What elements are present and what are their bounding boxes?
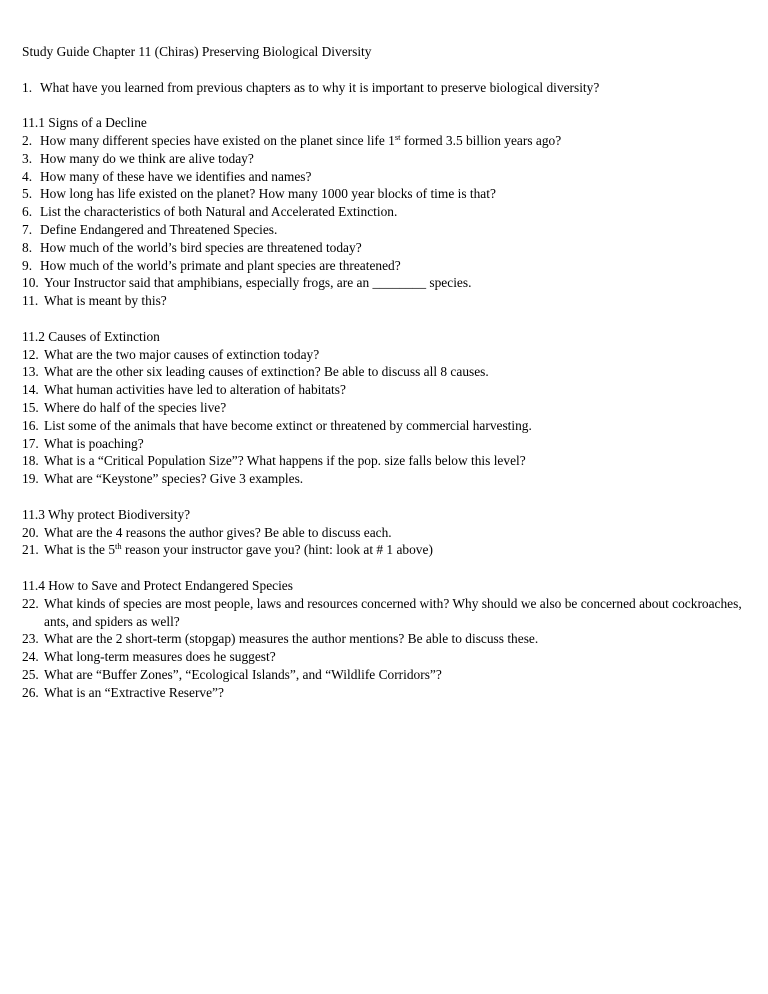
question-item: [22, 399, 752, 417]
question-number: 19.: [22, 471, 39, 487]
question-text: What are “Buffer Zones”, “Ecological Islands”, and “Wildlife Corridors”?: [44, 666, 442, 682]
question-number: 25.: [22, 666, 39, 682]
question-text-part: How many different species have existed on the planet since life 1: [40, 132, 395, 148]
question-item: [22, 292, 752, 310]
question-text: Define Endangered and Threatened Species.: [40, 221, 278, 237]
question-item: [22, 168, 752, 186]
question-text: What long-term measures does he suggest?: [44, 649, 276, 665]
section-heading: 11.4 How to Save and Protect Endangered Species: [22, 577, 293, 593]
question-text-part: formed 3.5 billion years ago?: [400, 132, 562, 148]
ordinal-superscript: th: [115, 541, 122, 552]
question-number: 5.: [22, 186, 33, 202]
question-item: [22, 274, 752, 292]
question-number: 17.: [22, 435, 39, 451]
question-text: What kinds of species are most people, laws and resources concerned with? Why should we also be concerned about cockroaches, ants, and spiders as well?: [44, 595, 742, 629]
question-item: [22, 630, 752, 648]
question-number: 3.: [22, 150, 33, 166]
question-text: What is poaching?: [44, 435, 144, 451]
question-number: 21.: [22, 542, 39, 558]
question-text: What are the 2 short-term (stopgap) measures the author mentions? Be able to discuss these.: [44, 631, 539, 647]
question-item: [22, 452, 752, 470]
question-number: 9.: [22, 257, 33, 273]
question-number: 13.: [22, 364, 39, 380]
intro-section: [22, 79, 752, 97]
question-number: 1.: [22, 79, 33, 95]
question-number: 24.: [22, 649, 39, 665]
question-number: 20.: [22, 524, 39, 540]
question-text: How much of the world’s bird species are threatened today?: [40, 239, 362, 255]
question-item: [22, 666, 752, 684]
question-number: 8.: [22, 239, 33, 255]
section-save-endangered-species: [22, 577, 752, 702]
question-number: 15.: [22, 399, 39, 415]
question-item: [22, 417, 752, 435]
question-item: [22, 524, 752, 542]
question-text: How many do we think are alive today?: [40, 150, 254, 166]
section-why-protect-biodiversity: [22, 506, 752, 559]
question-item: [22, 150, 752, 168]
question-text: [44, 541, 752, 559]
question-item: [22, 132, 752, 150]
question-text: How many of these have we identifies and names?: [40, 168, 312, 184]
question-text: Your Instructor said that amphibians, especially frogs, are an ________ species.: [44, 275, 472, 291]
question-text: What human activities have led to alteration of habitats?: [44, 382, 346, 398]
question-text-part: What is the 5: [44, 542, 116, 558]
question-text: How long has life existed on the planet? How many 1000 year blocks of time is that?: [40, 186, 496, 202]
question-number: 4.: [22, 168, 33, 184]
question-item: [22, 470, 752, 488]
question-text: What is meant by this?: [44, 293, 167, 309]
section-signs-of-decline: [22, 114, 752, 310]
question-text: What are the 4 reasons the author gives? Be able to discuss each.: [44, 524, 392, 540]
question-item: [22, 239, 752, 257]
question-number: 10.: [22, 275, 39, 291]
question-item: [22, 203, 752, 221]
question-text: What is a “Critical Population Size”? What happens if the pop. size falls below this level?: [44, 453, 526, 469]
question-number: 16.: [22, 417, 39, 433]
ordinal-superscript: st: [394, 131, 401, 142]
question-item: [22, 346, 752, 364]
question-text: What are the two major causes of extinction today?: [44, 346, 320, 362]
question-item: [22, 595, 752, 631]
question-number: 22.: [22, 595, 39, 611]
document-page: [22, 43, 752, 719]
question-text: Where do half of the species live?: [44, 399, 227, 415]
question-item: [22, 435, 752, 453]
section-causes-of-extinction: [22, 328, 752, 488]
question-item: [22, 257, 752, 275]
question-item: [22, 363, 752, 381]
question-number: 11.: [22, 293, 39, 309]
question-list: [22, 132, 752, 310]
question-number: 12.: [22, 346, 39, 362]
question-text: What are the other six leading causes of extinction? Be able to discuss all 8 causes.: [44, 364, 489, 380]
question-number: 7.: [22, 221, 33, 237]
question-item: [22, 185, 752, 203]
question-text: List some of the animals that have become extinct or threatened by commercial harvesting.: [44, 417, 532, 433]
question-number: 23.: [22, 631, 39, 647]
question-number: 6.: [22, 204, 33, 220]
question-number: 2.: [22, 132, 33, 148]
question-number: 14.: [22, 382, 39, 398]
question-text: What is an “Extractive Reserve”?: [44, 684, 224, 700]
question-text: What are “Keystone” species? Give 3 examples.: [44, 471, 304, 487]
question-item: [22, 541, 752, 559]
question-text: [40, 132, 752, 150]
section-heading: 11.2 Causes of Extinction: [22, 328, 160, 344]
question-number: 18.: [22, 453, 39, 469]
question-text: What have you learned from previous chapters as to why it is important to preserve biological diversity?: [40, 79, 600, 95]
question-number: 26.: [22, 684, 39, 700]
question-text: List the characteristics of both Natural and Accelerated Extinction.: [40, 204, 398, 220]
question-list: [22, 524, 752, 560]
question-list: [22, 346, 752, 488]
intro-question-list: [22, 79, 752, 97]
document-title: Study Guide Chapter 11 (Chiras) Preserving Biological Diversity: [22, 44, 372, 59]
section-heading: 11.3 Why protect Biodiversity?: [22, 506, 191, 522]
section-heading: 11.1 Signs of a Decline: [22, 115, 147, 131]
question-item: [22, 684, 752, 702]
question-item: [22, 221, 752, 239]
question-list: [22, 595, 752, 702]
question-item: [22, 648, 752, 666]
question-text: How much of the world’s primate and plant species are threatened?: [40, 257, 401, 273]
question-item: [22, 381, 752, 399]
question-item: [22, 79, 752, 97]
question-text-part: reason your instructor gave you? (hint: look at # 1 above): [121, 542, 433, 558]
